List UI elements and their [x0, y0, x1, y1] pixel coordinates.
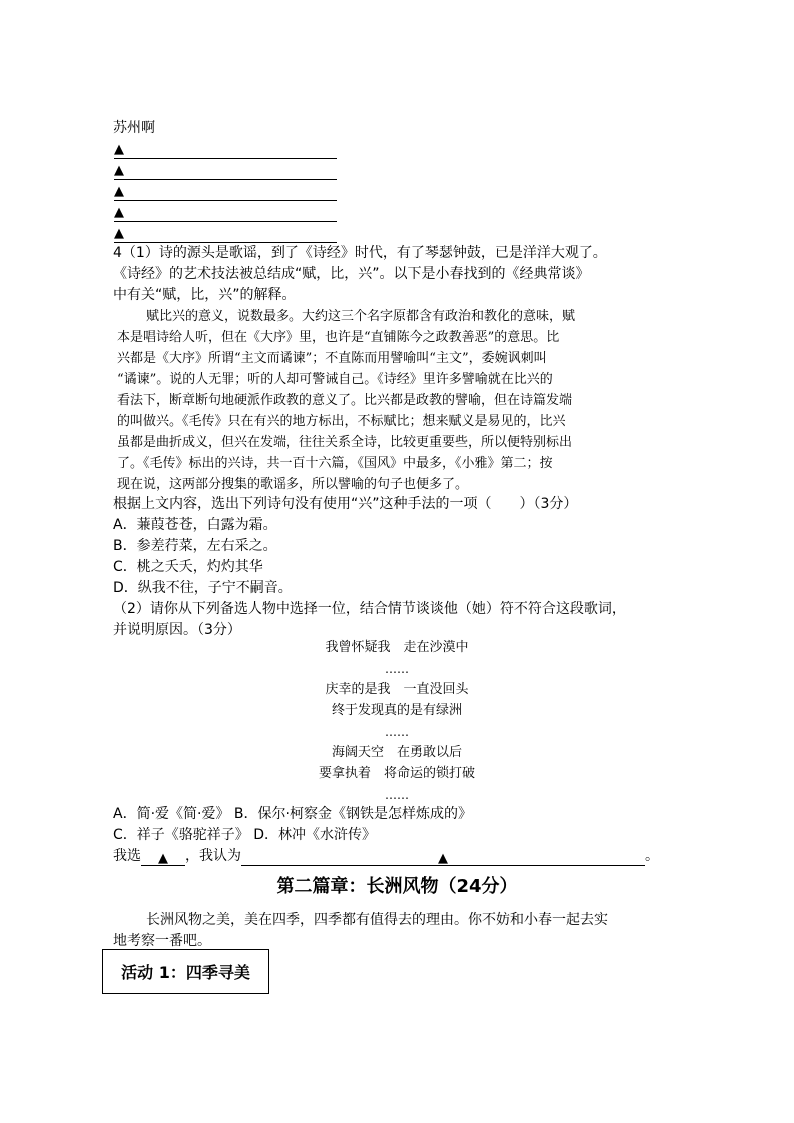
- triangle-marker-icon: ▲: [438, 851, 448, 866]
- option-a[interactable]: A．蒹葭苍苍，白露为霜。: [113, 517, 277, 533]
- answer-end: 。: [645, 848, 659, 864]
- answer-blank-line[interactable]: [114, 159, 337, 180]
- excerpt-line: 赋比兴的意义，说数最多。大约这三个名字原都含有政治和教化的意味，赋: [146, 309, 576, 324]
- excerpt-line: 兴都是《大序》所谓“主文而谲谏”；不直陈而用譬喻叫“主文”，委婉讽刺叫: [117, 351, 547, 366]
- triangle-marker-icon: ▲: [114, 163, 124, 178]
- reason-blank[interactable]: [241, 848, 645, 866]
- excerpt-line: 看法下，断章断句地硬派作政教的意义了。比兴都是政教的譬喻，但在诗篇发端: [117, 393, 573, 408]
- excerpt-line: 现在说，这两部分搜集的歌谣多，所以譬喻的句子也便多了。: [117, 477, 469, 492]
- intro-line: 4（1）诗的源头是歌谣，到了《诗经》时代，有了琴瑟钟鼓，已是洋洋大观了。: [113, 245, 607, 261]
- chapter-intro-line: 长洲风物之美，美在四季，四季都有值得去的理由。你不妨和小春一起去实: [146, 912, 608, 928]
- triangle-marker-icon: ▲: [158, 851, 168, 866]
- option-b[interactable]: B．参差荇菜，左右采之。: [113, 538, 277, 554]
- intro-line: 中有关“赋，比，兴”的解释。: [113, 287, 296, 303]
- lyric-ellipsis: ……: [385, 725, 409, 739]
- triangle-marker-icon: ▲: [114, 205, 124, 220]
- top-label: 苏州啊: [113, 120, 155, 136]
- lyric-ellipsis: ……: [385, 662, 409, 676]
- lyric-line: 终于发现真的是有绿洲: [331, 703, 462, 718]
- lyric-line: 庆幸的是我 一直没回头: [325, 682, 469, 697]
- question-text: 根据上文内容，选出下列诗句没有使用“兴”这种手法的一项（ ）（3分）: [113, 496, 578, 512]
- lyric-line: 要拿执着 将命运的锁打破: [318, 766, 475, 781]
- character-options-line: C．祥子《骆驼祥子》 D．林冲《水浒传》: [113, 827, 377, 843]
- excerpt-line: 了。《毛传》标出的兴诗，共一百十六篇，《国风》中最多，《小雅》第二；按: [117, 456, 553, 471]
- answer-prefix: 我选: [113, 848, 141, 864]
- activity-title: 活动 1：四季寻美: [121, 963, 250, 982]
- excerpt-line: 虽都是曲折成义，但兴在发端，往往关系全诗，比较更重要些，所以便特别标出: [117, 435, 573, 450]
- question-2-line: 并说明原因。（3分）: [113, 622, 241, 638]
- answer-middle: ，我认为: [185, 848, 241, 864]
- answer-blank-line[interactable]: [114, 138, 337, 159]
- excerpt-line: 的叫做兴。《毛传》只在有兴的地方标出，不标赋比；想来赋义是易见的，比兴: [117, 414, 566, 429]
- triangle-marker-icon: ▲: [114, 184, 124, 199]
- lyric-line: 我曾怀疑我 走在沙漠中: [325, 640, 469, 655]
- excerpt-line: “谲谏”。说的人无罪；听的人却可警诫自己。《诗经》里许多譬喻就在比兴的: [117, 372, 553, 387]
- answer-blank-line[interactable]: [114, 222, 337, 243]
- triangle-marker-icon: ▲: [114, 226, 124, 241]
- excerpt-line: 本是唱诗给人听，但在《大序》里，也许是“直铺陈今之政教善恶”的意思。比: [117, 330, 560, 345]
- option-c[interactable]: C．桃之夭夭，灼灼其华: [113, 559, 263, 575]
- answer-line: [113, 846, 659, 866]
- lyric-ellipsis: ……: [385, 788, 409, 802]
- intro-line: 《诗经》的艺术技法被总结成“赋，比，兴”。以下是小春找到的《经典常谈》: [113, 266, 590, 282]
- chapter-title: 第二篇章：长洲风物（24分）: [276, 876, 518, 897]
- activity-title-box: [102, 949, 269, 994]
- answer-blank-line[interactable]: [114, 180, 337, 201]
- character-options-line: A．简·爱《简·爱》 B．保尔·柯察金《钢铁是怎样炼成的》: [113, 806, 472, 822]
- lyric-line: 海阔天空 在勇敢以后: [331, 745, 462, 760]
- option-d[interactable]: D．纵我不往，子宁不嗣音。: [113, 580, 292, 596]
- question-2-line: （2）请你从下列备选人物中选择一位，结合情节谈谈他（她）符不符合这段歌词，: [113, 601, 626, 617]
- choice-blank[interactable]: [141, 848, 185, 866]
- chapter-intro-line: 地考察一番吧。: [113, 933, 211, 949]
- answer-blank-line[interactable]: [114, 201, 337, 222]
- triangle-marker-icon: ▲: [114, 142, 124, 157]
